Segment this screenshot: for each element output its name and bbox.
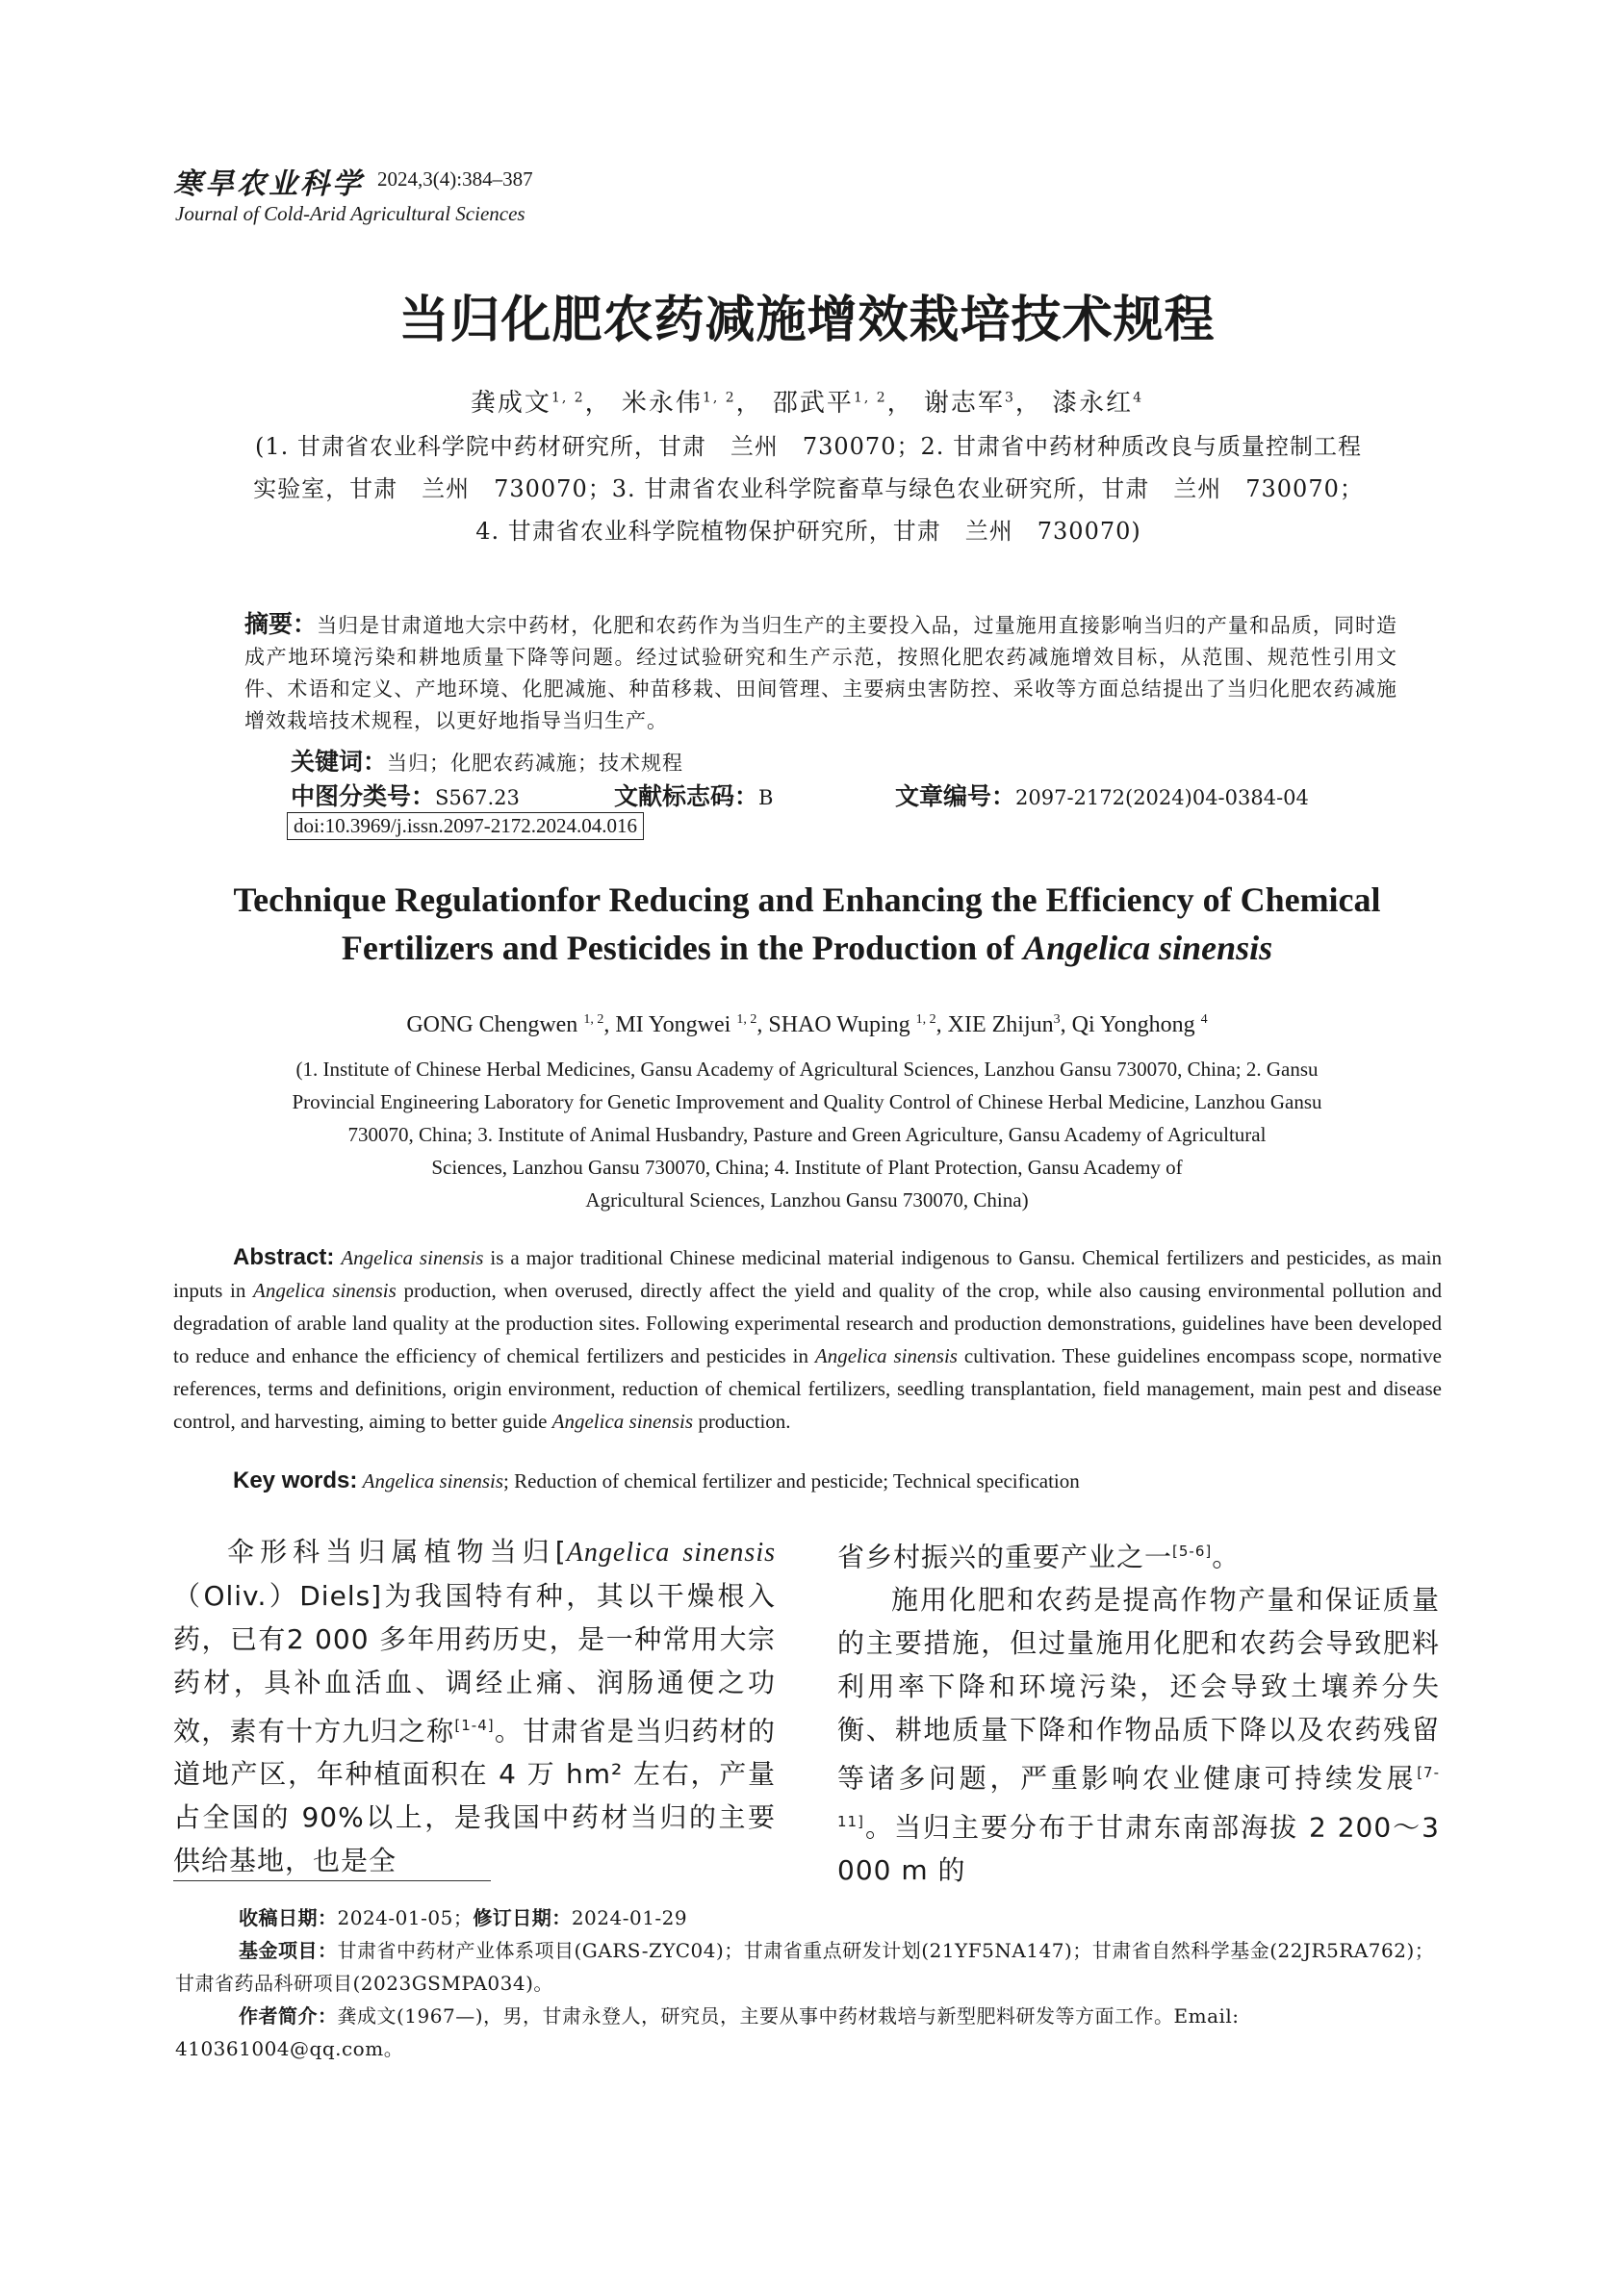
- paper-title-cn: 当归化肥农药减施增效栽培技术规程: [398, 292, 1216, 349]
- article-number: 文章编号：2097-2172(2024)04-0384-04: [895, 782, 1309, 810]
- abstract-en-run: production.: [693, 1410, 791, 1433]
- document-code: 文献标志码：B: [614, 782, 774, 810]
- keywords-en-label: Key words:: [233, 1467, 358, 1493]
- affiliation-line-cn: (1. 甘肃省农业科学院中药材研究所，甘肃 兰州 730070；2. 甘肃省中药材种质改良与质量控制工程: [254, 433, 1363, 460]
- affiliations-en: [212, 1053, 1402, 1216]
- body-text-run: 。甘肃省是当归药材的道地产区，年种植面积在 4 万 hm² 左右，产量占全国的 90%以上，是我国中药材当归的主要供给基地，也是全: [173, 1715, 776, 1877]
- abstract-en-run: cultivation. These guidelines encompass scope, normative references, terms and definitions, origin environment, reduction of chemical fertilizers, seedling transplantation, field management, main pest and disease control, and harvesting, aiming to better guide: [173, 1344, 1442, 1433]
- body-paragraph: 施用化肥和农药是提高作物产量和保证质量的主要措施，但过量施用化肥和农药会导致肥料利用率下降和环境污染，还会导致土壤养分失衡、耕地质量下降和作物品质下降以及农药残留等诸多问题，严重影响农业健康可持续发展[7-11]。当归主要分布于甘肃东南部海拔 2 200～3 000 m 的: [837, 1584, 1440, 1886]
- abstract-en: [173, 1241, 1442, 1438]
- affiliation-line-cn: 实验室，甘肃 兰州 730070；3. 甘肃省农业科学院畜草与绿色农业研究所，甘肃 兰州 730070；: [253, 475, 1364, 502]
- footnote-dates: 收稿日期：2024-01-05；修订日期：2024-01-29: [239, 1906, 688, 1929]
- author-cn: 邵武平$^{1, 2}$: [772, 389, 887, 418]
- author-en: MI Yongwei $^{1, 2}$: [615, 1012, 757, 1037]
- clc-number: 中图分类号：S567.23: [291, 782, 520, 810]
- abstract-en-run: is a major traditional Chinese medicinal material indigenous to Gansu. Chemical fertilizers and pesticides, as main inputs in: [173, 1246, 1443, 1302]
- species-name-italic: Angelica sinensis: [341, 1246, 484, 1269]
- citation-ref[interactable]: [7-11]: [837, 1764, 1440, 1830]
- affiliation-line-en: (1. Institute of Chinese Herbal Medicines, Gansu Academy of Agricultural Sciences, Lanzhou Gansu 730070, China; 2. Gansu: [295, 1058, 1319, 1081]
- affiliation-line-en: Provincial Engineering Laboratory for Genetic Improvement and Quality Control of Chinese Herbal Medicine, Lanzhou Gansu: [292, 1090, 1322, 1113]
- title-en-line1: Technique Regulationfor Reducing and Enhancing the Efficiency of Chemical: [233, 880, 1381, 919]
- footnote-divider: [173, 1880, 491, 1881]
- affiliations-cn: [164, 425, 1453, 552]
- author-cn: 龚成文$^{1, 2}$: [470, 389, 585, 418]
- classification-row: [291, 778, 1397, 810]
- species-name-italic: Angelica sinensis: [814, 1344, 958, 1367]
- author-en: GONG Chengwen $^{1, 2}$: [406, 1012, 604, 1037]
- doi-link[interactable]: doi:10.3969/j.issn.2097-2172.2024.04.016: [287, 812, 644, 840]
- abstract-cn-label: 摘要：: [244, 610, 318, 638]
- abstract-cn: [244, 608, 1397, 737]
- affiliation-line-en: 730070, China; 3. Institute of Animal Husbandry, Pasture and Green Agriculture, Gansu Academy of Agricultural: [347, 1123, 1267, 1146]
- authors-cn: 龚成文$^{1, 2}$， 米永伟$^{1, 2}$， 邵武平$^{1, 2}$， 谢志军$^3$， 漆永红$^4$: [470, 389, 1144, 418]
- journal-volume-pages: 2024,3(4):384–387: [377, 167, 533, 191]
- species-name-italic: Angelica sinensis: [551, 1410, 694, 1433]
- citation-ref[interactable]: [1-4]: [454, 1717, 495, 1734]
- keywords-cn-text: 当归；化肥农药减施；技术规程: [387, 752, 684, 775]
- author-cn: 米永伟$^{1, 2}$: [621, 389, 736, 418]
- title-en-line2: Fertilizers and Pesticides in the Production of Angelica sinensis: [341, 929, 1273, 967]
- footnotes: [175, 1901, 1444, 2065]
- keywords-cn: [291, 743, 683, 778]
- author-cn: 漆永红$^4$: [1052, 389, 1144, 418]
- body-paragraph: 省乡村振兴的重要产业之一[5-6]。: [837, 1541, 1241, 1573]
- journal-name-cn: 寒旱农业科学: [173, 167, 364, 201]
- footnote-author-bio: 作者简介：龚成文(1967—)，男，甘肃永登人，研究员，主要从事中药材栽培与新型肥料研发等方面工作。Email: 410361004@qq.com。: [175, 2004, 1240, 2060]
- body-column-right: [837, 1530, 1440, 1892]
- authors-en: GONG Chengwen $^{1, 2}$, MI Yongwei $^{1, 2}$, SHAO Wuping $^{1, 2}$, XIE Zhijun$^3$, Qi Yonghong $^4$: [406, 1012, 1208, 1037]
- keywords-cn-label: 关键词：: [291, 748, 388, 776]
- author-cn: 谢志军$^3$: [923, 389, 1015, 418]
- affiliation-line-en: Sciences, Lanzhou Gansu 730070, China; 4. Institute of Plant Protection, Gansu Academy of: [431, 1156, 1183, 1179]
- body-column-left: [173, 1530, 776, 1882]
- journal-name-en: Journal of Cold-Arid Agricultural Sciences: [175, 202, 525, 225]
- footnote-funding: 基金项目：甘肃省中药材产业体系项目(GARS-ZYC04)；甘肃省重点研发计划(21YF5NA147)；甘肃省自然科学基金(22JR5RA762)；甘肃省药品科研项目(2023GSMPA034)。: [175, 1939, 1435, 1995]
- species-name-italic: Angelica sinensis: [566, 1538, 776, 1568]
- citation-ref[interactable]: [5-6]: [1172, 1543, 1213, 1560]
- paper-title-en: [115, 876, 1499, 972]
- affiliation-line-en: Agricultural Sciences, Lanzhou Gansu 730070, China): [585, 1188, 1029, 1212]
- keyword-en-italic: Angelica sinensis: [362, 1469, 504, 1492]
- author-en: XIE Zhijun$^3$: [947, 1012, 1061, 1037]
- abstract-en-text: [173, 1246, 1442, 1433]
- body-text-run: （Oliv.）Diels]为我国特有种，其以干燥根入药，已有2 000 多年用药历史，是一种常用大宗药材，具补血活血、调经止痛、润肠通便之功效，素有十方九归之称: [173, 1580, 776, 1748]
- abstract-en-label: Abstract:: [233, 1244, 335, 1270]
- species-name-italic: Angelica sinensis: [253, 1279, 397, 1302]
- body-text-run: 伞形科当归属植物当归[: [227, 1536, 567, 1568]
- keywords-en-rest: ; Reduction of chemical fertilizer and pesticide; Technical specification: [503, 1469, 1080, 1492]
- abstract-cn-text: 当归是甘肃道地大宗中药材，化肥和农药作为当归生产的主要投入品，过量施用直接影响当归的产量和品质，同时造成产地环境污染和耕地质量下降等问题。经过试验研究和生产示范，按照化肥农药减施增效目标，从范围、规范性引用文件、术语和定义、产地环境、化肥减施、种苗移栽、田间管理、主要病虫害防控、采收等方面总结提出了当归化肥农药减施增效栽培技术规程，以更好地指导当归生产。: [244, 614, 1397, 732]
- abstract-en-run: production, when overused, directly affect the yield and quality of the crop, while also causing environmental pollution and degradation of arable land quality at the production sites. Following experimental research and production demonstrations, guidelines have been developed to reduce and enhance the efficiency of chemical fertilizers and pesticides in: [173, 1279, 1443, 1367]
- author-en: SHAO Wuping $^{1, 2}$: [768, 1012, 936, 1037]
- keywords-en: [233, 1467, 1080, 1494]
- affiliation-line-cn: 4. 甘肃省农业科学院植物保护研究所，甘肃 兰州 730070): [475, 518, 1141, 545]
- author-en: Qi Yonghong $^4$: [1071, 1012, 1208, 1037]
